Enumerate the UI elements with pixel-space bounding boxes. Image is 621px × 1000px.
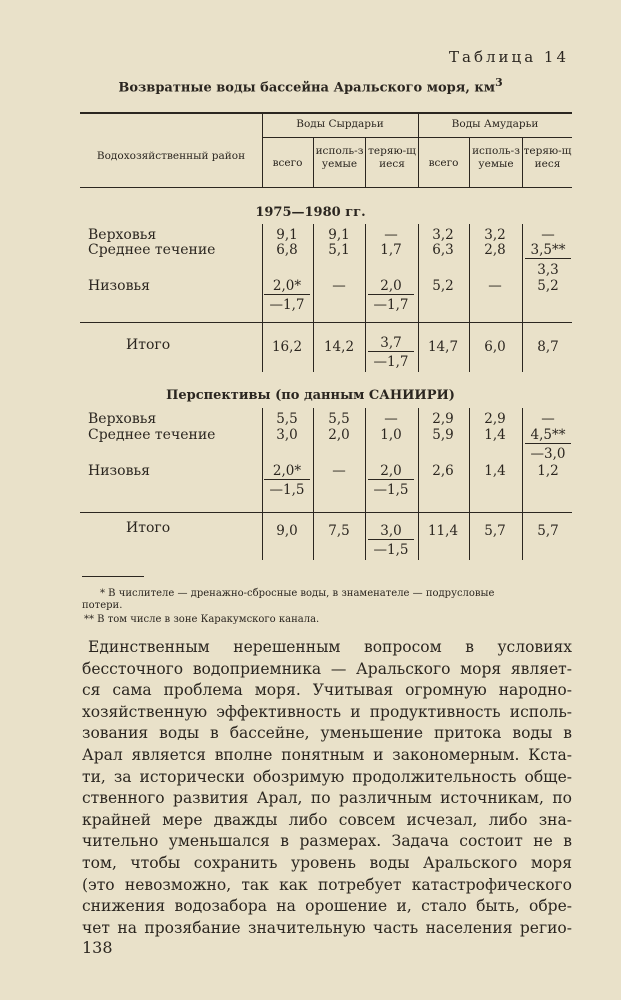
s2-r0-syr-total: 5,5 <box>276 411 298 427</box>
s2-r2-amu-total: 2,6 <box>432 463 454 479</box>
table-number: Таблица 14 <box>449 48 569 66</box>
s2-r2-amu-used: 1,4 <box>484 463 506 479</box>
s2-total-amu-total: 11,4 <box>427 523 459 539</box>
s1-r1-syr-total: 6,8 <box>276 242 298 258</box>
header-region: Водохозяйственный район <box>96 150 246 162</box>
header-syr-used: исполь-зуемые <box>315 145 364 170</box>
s2-total-label: Итого <box>126 520 171 536</box>
s2-total-amu-used: 5,7 <box>484 523 506 539</box>
s2-total-syr-used: 7,5 <box>328 523 350 539</box>
s1-r1-amu-used: 2,8 <box>484 242 506 258</box>
s1-total-syr-lost-den: —1,7 <box>373 354 409 370</box>
s1-total-amu-total: 14,7 <box>427 339 459 355</box>
s1-r2-syr-lost: 2,0 <box>368 278 414 295</box>
s2-r1-amu-lost: 4,5** <box>525 427 571 444</box>
s1-r2-syr-total: 2,0* <box>264 278 310 295</box>
s1-r1-amu-lost: 3,5** <box>525 242 571 259</box>
caption-text: Возвратные воды бассейна Аральского моря, км <box>118 80 496 96</box>
footnote-rule <box>82 576 144 577</box>
s1-r0-syr-used: 9,1 <box>328 227 350 243</box>
s1-r1-amu-lost-den: 3,3 <box>537 262 559 278</box>
s1-r0-amu-used: 3,2 <box>484 227 506 243</box>
body-line: том, чтобы сохранить уровень воды Аральского моря <box>82 853 572 872</box>
s2-r2-syr-total-den: —1,5 <box>269 482 305 498</box>
s1-total-syr-used: 14,2 <box>323 339 355 355</box>
s1-r2-syr-total-den: —1,7 <box>269 297 305 313</box>
table-caption <box>0 76 621 95</box>
s2-r1-amu-used: 1,4 <box>484 427 506 443</box>
header-amu-lost: теряю-щиеся <box>523 145 572 170</box>
s1-total-amu-used: 6,0 <box>484 339 506 355</box>
s2-total-syr-lost-den: —1,5 <box>373 542 409 558</box>
s1-r1-amu-total: 6,3 <box>432 242 454 258</box>
page-number: 138 <box>82 938 113 957</box>
s1-r1-syr-used: 5,1 <box>328 242 350 258</box>
s1-row-label: Верховья <box>88 227 157 243</box>
body-line: хозяйственную эффективность и продуктивность исполь- <box>82 702 572 721</box>
body-line: ся сама проблема моря. Учитывая огромную народно- <box>82 681 572 700</box>
s1-row-label: Среднее течение <box>88 242 216 258</box>
body-line: Единственным нерешенным вопросом в условиях <box>88 638 572 656</box>
s2-r1-syr-total: 3,0 <box>276 427 298 443</box>
body-line: чет на прозябание значительную часть населения регио- <box>82 918 572 937</box>
s2-r1-syr-used: 2,0 <box>328 427 350 443</box>
s1-r0-syr-lost: — <box>384 227 398 243</box>
header-amu-total: всего <box>428 157 459 169</box>
s2-r1-amu-total: 5,9 <box>432 427 454 443</box>
caption-superscript: 3 <box>495 76 503 89</box>
section1-title: 1975—1980 гг. <box>255 205 366 220</box>
s2-r2-amu-lost: 1,2 <box>537 463 559 479</box>
header-syrdarya: Воды Сырдарьи <box>296 118 384 130</box>
s1-r0-syr-total: 9,1 <box>276 227 298 243</box>
footnote-2: ** В том числе в зоне Каракумского канала. <box>84 614 320 625</box>
s1-total-syr-total: 16,2 <box>271 339 303 355</box>
s1-total-syr-lost: 3,7 <box>368 335 414 352</box>
body-line: зования воды в бассейне, уменьшение притока воды в <box>82 724 572 743</box>
body-line: бессточного водоприемника — Аральского моря являет- <box>82 659 572 678</box>
body-line: (это невозможно, так как потребует катастрофического <box>82 875 572 894</box>
body-line: Арал является вполне понятным и закономерным. Кста- <box>82 745 572 764</box>
s1-r2-amu-total: 5,2 <box>432 278 454 294</box>
body-line: крайней мере дважды либо совсем исчезал, либо зна- <box>82 810 572 829</box>
s2-r0-amu-total: 2,9 <box>432 411 454 427</box>
s2-row-label: Среднее течение <box>88 427 216 443</box>
header-syr-total: всего <box>272 157 303 169</box>
body-paragraph <box>82 637 572 939</box>
section1-total-rule <box>80 322 572 323</box>
body-line: чительно уменьшался в размерах. Задача состоит не в <box>82 832 572 851</box>
footnote-1: * В числителе — дренажно-сбросные воды, в знаменателе — подрусловые <box>100 588 495 599</box>
table-top-rule <box>80 112 572 114</box>
body-line: ти, за исторически обозримую продолжительность обще- <box>82 767 572 786</box>
header-amudarya: Воды Амударьи <box>451 118 539 130</box>
s2-total-syr-total: 9,0 <box>276 523 298 539</box>
s2-r0-syr-lost: — <box>384 411 398 427</box>
s2-row-label: Верховья <box>88 411 157 427</box>
s2-row-label: Низовья <box>88 463 150 479</box>
header-amu-used: исполь-зуемые <box>472 145 520 170</box>
s2-r0-amu-lost: — <box>541 411 555 427</box>
s2-r2-syr-lost: 2,0 <box>368 463 414 480</box>
s1-total-label: Итого <box>126 337 171 353</box>
s1-r0-amu-lost: — <box>541 227 555 243</box>
s1-total-amu-lost: 8,7 <box>537 339 559 355</box>
s2-r1-amu-lost-den: —3,0 <box>530 446 566 462</box>
s2-total-syr-lost: 3,0 <box>368 523 414 540</box>
s1-r0-amu-total: 3,2 <box>432 227 454 243</box>
s2-r0-syr-used: 5,5 <box>328 411 350 427</box>
header-bottom-rule <box>80 187 572 188</box>
s1-r2-syr-lost-den: —1,7 <box>373 297 409 313</box>
s2-total-amu-lost: 5,7 <box>537 523 559 539</box>
s2-r1-syr-lost: 1,0 <box>380 427 402 443</box>
s1-r1-syr-lost: 1,7 <box>380 242 402 258</box>
section2-title: Перспективы (по данным САНИИРИ) <box>166 388 455 403</box>
s1-r2-amu-used: — <box>488 278 502 294</box>
s2-r0-amu-used: 2,9 <box>484 411 506 427</box>
body-line: снижения водозабора на орошение и, стало быть, обре- <box>82 897 572 916</box>
header-syr-lost: теряю-щиеся <box>368 145 416 170</box>
s2-r2-syr-lost-den: —1,5 <box>373 482 409 498</box>
header-group-rule <box>262 137 572 138</box>
footnote-1-cont: потери. <box>82 600 123 611</box>
s1-r2-amu-lost: 5,2 <box>537 278 559 294</box>
s2-r2-syr-used: — <box>332 463 346 479</box>
s1-r2-syr-used: — <box>332 278 346 294</box>
s2-r2-syr-total: 2,0* <box>264 463 310 480</box>
body-line: ственного развития Арал, по различным источникам, по <box>82 789 572 808</box>
s1-row-label: Низовья <box>88 278 150 294</box>
section2-total-rule <box>80 512 572 513</box>
